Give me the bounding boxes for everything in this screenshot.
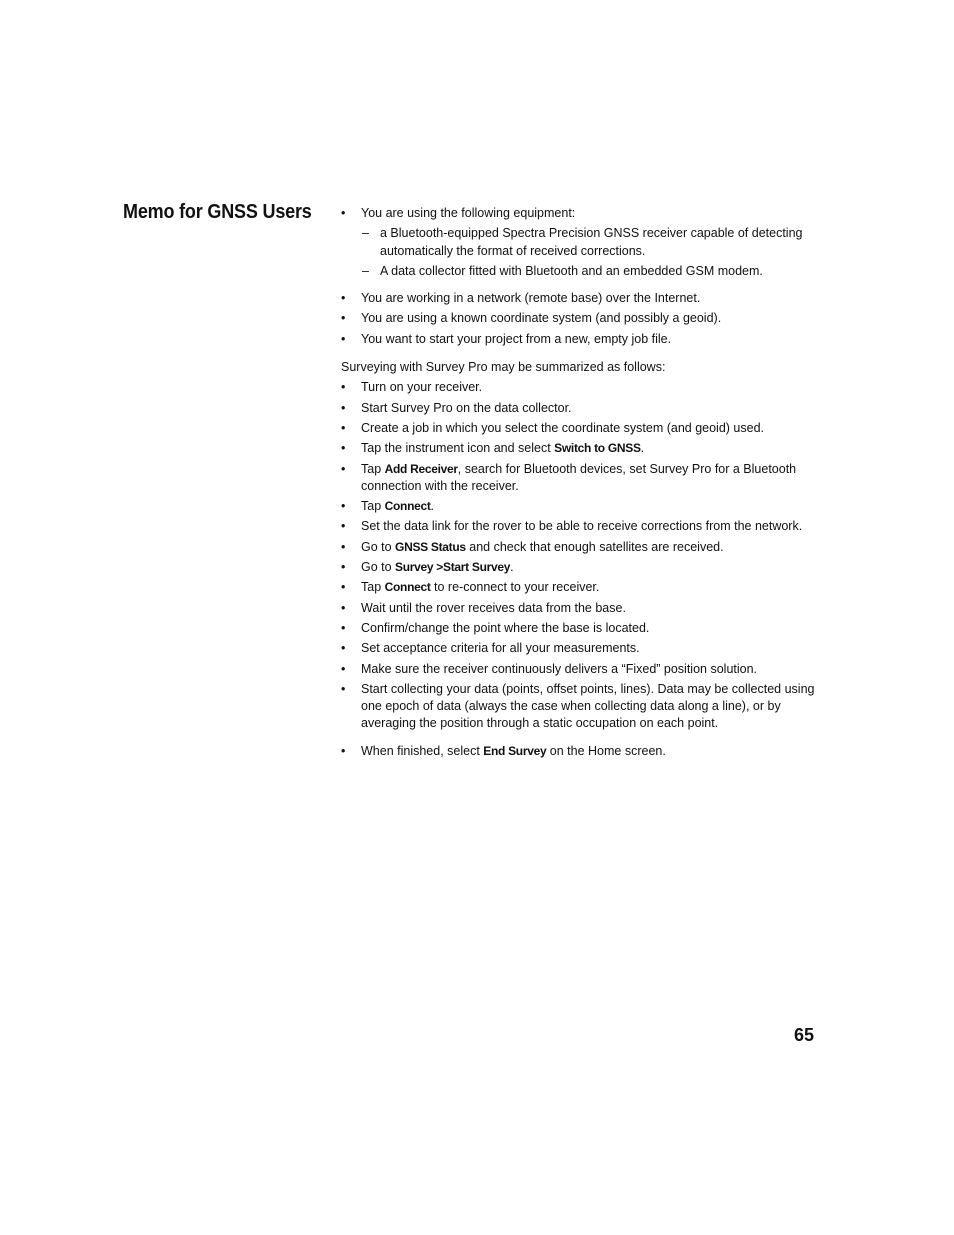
bullet-mark: • (341, 461, 346, 476)
step-text: Wait until the rover receives data from the base. (361, 600, 626, 615)
list-item-text: You want to start your project from a new, empty job file. (361, 331, 672, 346)
step-text-pre: Tap (361, 499, 385, 514)
step-text: Start Survey Pro on the data collector. (361, 400, 572, 415)
step-item (341, 440, 815, 457)
step-item (341, 461, 815, 496)
step-text-pre: Tap (361, 461, 385, 476)
list-item-text: You are using a known coordinate system (and possibly a geoid). (361, 311, 722, 326)
step-item (341, 620, 815, 637)
bullet-mark: • (341, 560, 346, 575)
ui-term-end-survey: End Survey (483, 743, 547, 758)
step-text (361, 499, 434, 513)
step-text (361, 462, 796, 493)
bullet-mark: • (341, 400, 346, 415)
step-text-post: and check that enough satellites are received. (465, 539, 724, 554)
step-text-pre: Tap the instrument icon and select (361, 441, 555, 456)
bullet-mark: • (341, 661, 346, 676)
step-item (341, 539, 815, 556)
bullet-mark: • (341, 206, 346, 220)
step-item (341, 640, 815, 657)
section-title: Memo for GNSS Users (123, 201, 312, 223)
sub-list-item-text: a Bluetooth-equipped Spectra Precision GNSS receiver capable of detecting automatically the format of received corrections. (380, 226, 803, 258)
step-text-pre: Tap (361, 580, 385, 595)
page-number: 65 (793, 1025, 814, 1045)
sub-list-item-text: A data collector fitted with Bluetooth and an embedded GSM modem. (380, 263, 763, 278)
sub-list-item (341, 225, 815, 260)
step-text-pre: Go to (361, 560, 396, 575)
step-text: Set acceptance criteria for all your measurements. (361, 641, 640, 656)
bullet-mark: • (341, 441, 346, 456)
step-text-post: , search for Bluetooth devices, set Survey Pro for a Bluetooth connection with the receiver. (361, 461, 797, 493)
step-text: Turn on your receiver. (361, 380, 483, 395)
step-item (341, 559, 815, 576)
list-item-text: You are using the following equipment: (361, 206, 576, 220)
step-text: Make sure the receiver continuously delivers a “Fixed” position solution. (361, 661, 758, 676)
step-item (341, 420, 815, 437)
list-item (341, 290, 815, 307)
list-item (341, 205, 815, 222)
step-item (341, 498, 815, 515)
dash-mark: – (362, 263, 369, 278)
step-item (341, 681, 815, 733)
list-item (341, 331, 815, 348)
step-text (361, 560, 514, 574)
step-text: Set the data link for the rover to be able to receive corrections from the network. (361, 519, 803, 534)
bullet-mark: • (341, 681, 346, 696)
bullet-mark: • (341, 420, 346, 435)
step-text-post: to re-connect to your receiver. (430, 580, 600, 595)
step-text-post: on the Home screen. (546, 743, 666, 758)
step-text-post: . (510, 560, 514, 575)
bullet-mark: • (341, 331, 346, 346)
list-item (341, 310, 815, 327)
bullet-mark: • (341, 519, 346, 534)
bullet-mark: • (341, 580, 346, 595)
dash-mark: – (362, 226, 369, 241)
step-text-post: . (640, 441, 645, 456)
step-text (361, 540, 724, 554)
step-item (341, 518, 815, 535)
ui-term-start-survey: Survey >Start Survey (395, 560, 511, 575)
ui-term-switch-to-gnss: Switch to GNSS (554, 441, 641, 456)
bullet-mark: • (341, 291, 346, 306)
sub-list-item (341, 263, 815, 280)
bullet-mark: • (341, 380, 346, 395)
bullet-mark: • (341, 311, 346, 326)
bullet-mark: • (341, 620, 346, 635)
ui-term-add-receiver: Add Receiver (384, 461, 458, 476)
step-item (341, 743, 815, 760)
summary-intro: Surveying with Survey Pro may be summarized as follows: (341, 360, 666, 375)
ui-term-connect: Connect (384, 499, 431, 514)
step-text-pre: Go to (361, 539, 396, 554)
step-text: Confirm/change the point where the base is located. (361, 620, 650, 635)
bullet-mark: • (341, 499, 346, 514)
ui-term-gnss-status: GNSS Status (395, 539, 466, 554)
step-item (341, 600, 815, 617)
step-text: Create a job in which you select the coordinate system (and geoid) used. (361, 420, 765, 435)
step-item (341, 661, 815, 678)
step-item (341, 379, 815, 396)
step-text: Start collecting your data (points, offset points, lines). Data may be collected using one epoch of data (always the case when collecting data along a line), or by averaging the position through a static occupation on each point. (361, 681, 815, 731)
step-text (361, 744, 666, 758)
step-item (341, 579, 815, 596)
ui-term-connect: Connect (384, 580, 431, 595)
step-text-post: . (430, 499, 435, 514)
bullet-mark: • (341, 539, 346, 554)
list-item-text: You are working in a network (remote base) over the Internet. (361, 291, 701, 306)
step-item (341, 400, 815, 417)
bullet-mark: • (341, 641, 346, 656)
step-text (361, 580, 599, 594)
bullet-mark: • (341, 743, 346, 758)
step-text-pre: When finished, select (361, 743, 484, 758)
step-text (361, 441, 644, 455)
bullet-mark: • (341, 600, 346, 615)
memo-content (341, 205, 815, 763)
